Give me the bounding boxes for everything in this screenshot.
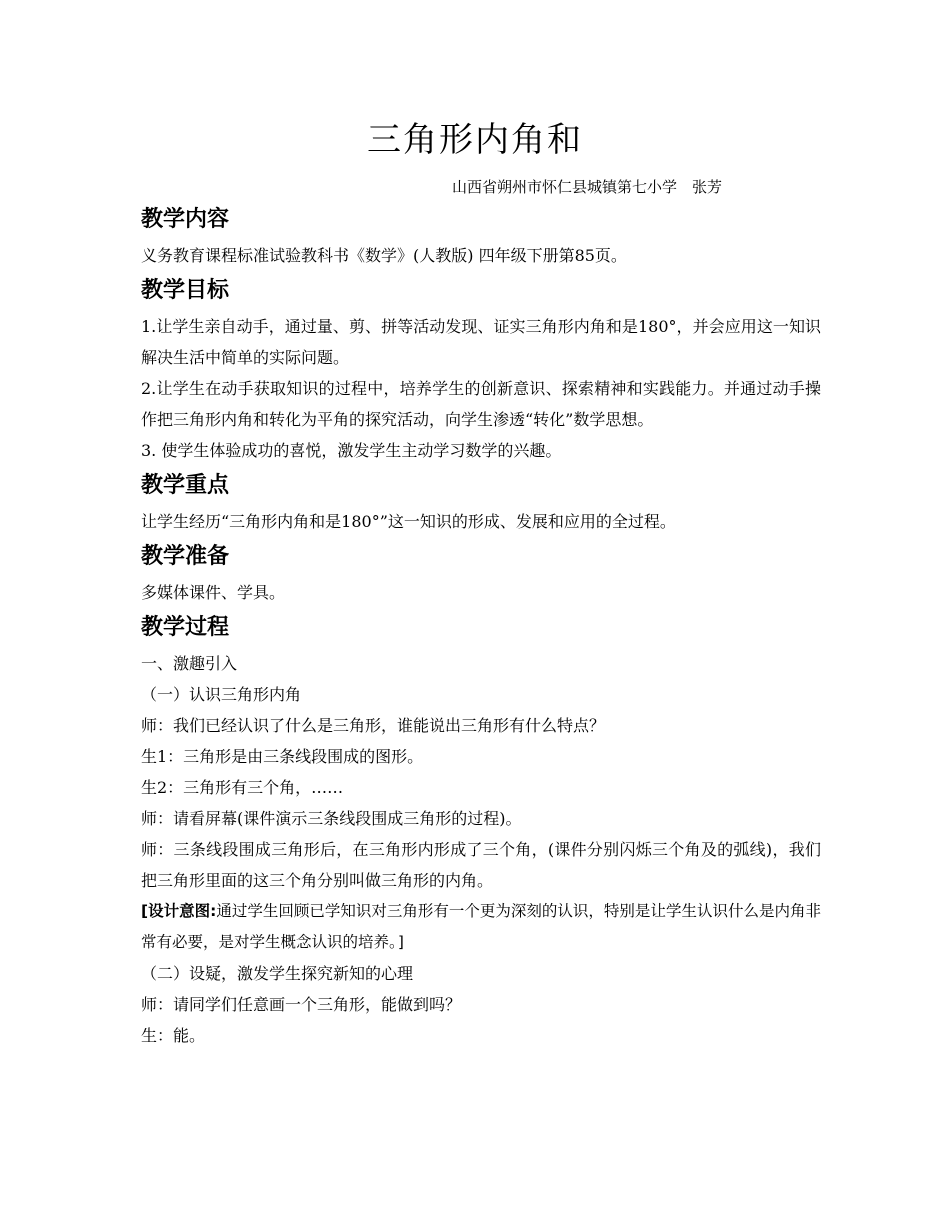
goal-item-2: 2.让学生在动手获取知识的过程中，培养学生的创新意识、探索精神和实践能力。并通过动手操作把三角形内角和转化为平角的探究活动，向学生渗透“转化”数学思想。 <box>141 379 821 429</box>
heading-key-points: 教学重点 <box>141 473 230 498</box>
process-line: 生：能。 <box>141 1026 206 1045</box>
preparation-text: 多媒体课件、学具。 <box>141 583 286 602</box>
heading-process: 教学过程 <box>141 615 230 640</box>
document-title: 三角形内角和 <box>367 120 583 160</box>
process-line: （二）设疑，激发学生探究新知的心理 <box>141 964 414 983</box>
process-line: 师：我们已经认识了什么是三角形，谁能说出三角形有什么特点？ <box>141 716 606 735</box>
key-points-text: 让学生经历“三角形内角和是180°”这一知识的形成、发展和应用的全过程。 <box>141 512 676 531</box>
process-line: 师：三条线段围成三角形后，在三角形内形成了三个角，(课件分别闪烁三个角及的弧线)，我们把三角形里面的这三个角分别叫做三角形的内角。 <box>141 840 821 890</box>
goal-item-1: 1.让学生亲自动手，通过量、剪、拼等活动发现、证实三角形内角和是180°，并会应用这一知识解决生活中简单的实际问题。 <box>141 317 821 367</box>
heading-goals: 教学目标 <box>141 278 230 303</box>
process-line: 生1：三角形是由三条线段围成的图形。 <box>141 747 424 766</box>
heading-preparation: 教学准备 <box>141 544 230 569</box>
process-line: 师：请同学们任意画一个三角形，能做到吗？ <box>141 995 462 1014</box>
design-intent-note <box>141 896 821 958</box>
process-line: 师：请看屏幕(课件演示三条线段围成三角形的过程)。 <box>141 809 522 828</box>
content-text: 义务教育课程标准试验教科书《数学》(人教版) 四年级下册第85页。 <box>141 246 627 265</box>
document-body <box>141 200 821 1051</box>
process-line: 生2：三角形有三个角，…… <box>141 778 344 797</box>
process-line: 一、激趣引入 <box>141 654 238 673</box>
heading-content: 教学内容 <box>141 207 230 232</box>
goal-item-3: 3. 使学生体验成功的喜悦，激发学生主动学习数学的兴趣。 <box>141 441 562 460</box>
design-intent-text: 通过学生回顾已学知识对三角形有一个更为深刻的认识，特别是让学生认识什么是内角非常有必要，是对学生概念认识的培养。] <box>141 902 821 951</box>
design-intent-label: [设计意图: <box>141 902 217 920</box>
process-line: （一）认识三角形内角 <box>141 685 302 704</box>
author-line: 山西省朔州市怀仁县城镇第七小学 张芳 <box>452 178 723 196</box>
